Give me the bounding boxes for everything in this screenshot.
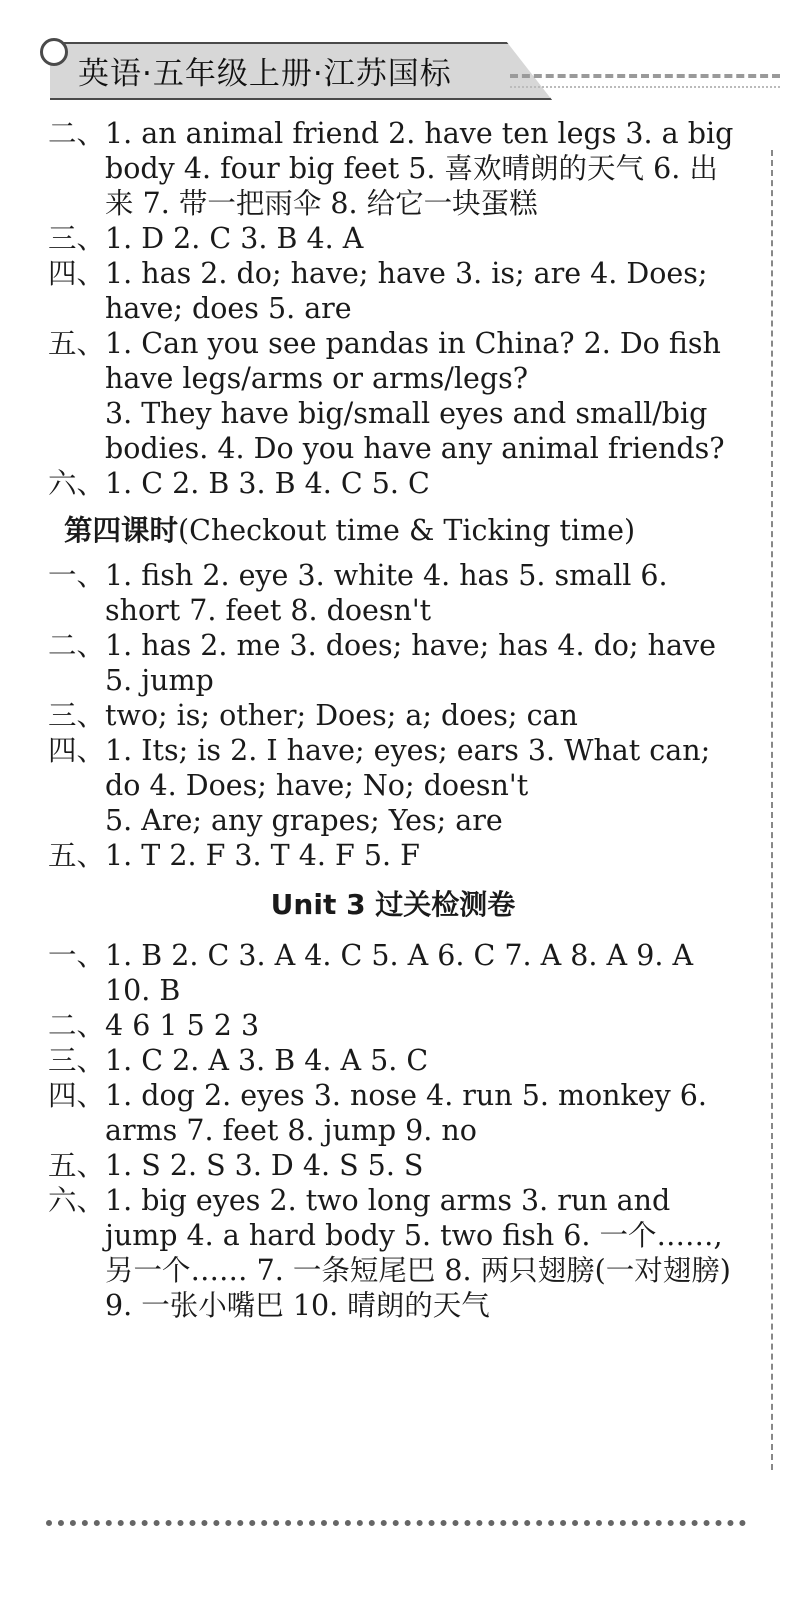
page-header <box>40 38 780 98</box>
answer-item-body <box>105 116 738 221</box>
lesson4-heading-suffix: (Checkout time & Ticking time) <box>178 514 636 547</box>
answer-item <box>48 1183 738 1323</box>
answer-item-number: 四、 <box>48 734 106 767</box>
answer-item-number: 三、 <box>48 1044 106 1077</box>
answer-section-unit3-test <box>48 938 738 1323</box>
answer-item-text: 1. B 2. C 3. A 4. C 5. A 6. C 7. A 8. A 9. A 10. B <box>105 939 694 1007</box>
answer-item-body <box>105 1183 738 1323</box>
answer-item <box>48 838 738 873</box>
lesson4-heading-prefix: 第四课时 <box>64 514 179 547</box>
margin-dashed-line <box>771 150 773 1470</box>
answer-item-number: 六、 <box>48 1184 106 1217</box>
answer-item <box>48 698 738 733</box>
answer-item-number: 五、 <box>48 839 106 872</box>
answer-item-text: 1. T 2. F 3. T 4. F 5. F <box>105 839 420 872</box>
lesson4-heading <box>64 513 738 548</box>
answer-item-body <box>105 1148 738 1183</box>
answer-section-lesson4 <box>48 558 738 873</box>
answer-item-number: 四、 <box>48 257 106 290</box>
answer-item-number: 二、 <box>48 1009 106 1042</box>
answer-item <box>48 558 738 628</box>
answer-item-body <box>105 466 738 501</box>
answer-item-text: 1. C 2. B 3. B 4. C 5. C <box>105 467 430 500</box>
answer-item <box>48 221 738 256</box>
answer-item-body <box>105 221 738 256</box>
answer-item-text: 1. has 2. do; have; have 3. is; are 4. Does; have; does 5. are <box>105 257 708 325</box>
answer-item <box>48 256 738 326</box>
answer-item-body <box>105 1078 738 1148</box>
unit3-test-title: Unit 3 过关检测卷 <box>270 888 516 921</box>
answer-item-body <box>105 838 738 873</box>
footer-dotted-rule <box>46 1520 746 1526</box>
header-dashed-rule <box>510 74 780 78</box>
answer-item-number: 六、 <box>48 467 106 500</box>
answer-item-number: 二、 <box>48 629 106 662</box>
answer-item <box>48 326 738 466</box>
answer-item-text: 1. Can you see pandas in China? 2. Do fish have legs/arms or arms/legs? <box>105 327 721 395</box>
answer-section-lesson3 <box>48 116 738 501</box>
answer-item-number: 一、 <box>48 939 106 972</box>
answer-item-text: 1. dog 2. eyes 3. nose 4. run 5. monkey 6. arms 7. feet 8. jump 9. no <box>105 1079 707 1147</box>
answer-item-body <box>105 256 738 326</box>
answer-item-number: 一、 <box>48 559 106 592</box>
answer-item <box>48 1148 738 1183</box>
header-title: 英语·五年级上册·江苏国标 <box>78 56 452 92</box>
answer-item-text: 1. D 2. C 3. B 4. A <box>105 222 364 255</box>
answer-item <box>48 466 738 501</box>
answer-item-text: 1. big eyes 2. two long arms 3. run and jump 4. a hard body 5. two fish 6. 一个……,另一个…… 7. 一条短尾巴 8. 两只翅膀(一对翅膀) 9. 一张小嘴巴 10. 晴朗的天气 <box>105 1184 731 1322</box>
answer-item <box>48 1078 738 1148</box>
answer-item <box>48 733 738 838</box>
answer-item-body <box>105 558 738 628</box>
answer-item <box>48 938 738 1008</box>
answer-item-body <box>105 938 738 1008</box>
answer-item-text: 1. Its; is 2. I have; eyes; ears 3. What can; do 4. Does; have; No; doesn't <box>105 734 711 802</box>
binder-ring-icon <box>40 38 68 66</box>
answer-item-number: 五、 <box>48 1149 106 1182</box>
answer-item <box>48 1043 738 1078</box>
answer-item-body <box>105 1043 738 1078</box>
answer-item-text: 1. S 2. S 3. D 4. S 5. S <box>105 1149 424 1182</box>
header-dotted-rule <box>510 86 780 88</box>
answer-item-text: 1. C 2. A 3. B 4. A 5. C <box>105 1044 429 1077</box>
answer-item-body <box>105 733 738 838</box>
answer-item-text: 1. fish 2. eye 3. white 4. has 5. small 6. short 7. feet 8. doesn't <box>105 559 668 627</box>
answer-item-body <box>105 1008 738 1043</box>
answer-item-body <box>105 326 738 466</box>
answer-item-body <box>105 698 738 733</box>
answer-item <box>48 1008 738 1043</box>
answer-item-text: 1. has 2. me 3. does; have; has 4. do; have 5. jump <box>105 629 716 697</box>
answer-item-text: 1. an animal friend 2. have ten legs 3. a big body 4. four big feet 5. 喜欢晴朗的天气 6. 出来 7. 带一把雨伞 8. 给它一块蛋糕 <box>105 117 734 220</box>
answer-item-text-continued: 5. Are; any grapes; Yes; are <box>105 804 503 837</box>
answer-item-text: two; is; other; Does; a; does; can <box>105 699 578 732</box>
answer-item <box>48 116 738 221</box>
answer-item-number: 四、 <box>48 1079 106 1112</box>
answer-item-text-continued: 3. They have big/small eyes and small/big bodies. 4. Do you have any animal friends? <box>105 397 725 465</box>
answer-item-number: 三、 <box>48 699 106 732</box>
answer-item-number: 二、 <box>48 117 106 150</box>
answer-content <box>48 116 738 1323</box>
answer-item-text: 4 6 1 5 2 3 <box>105 1009 260 1042</box>
answer-item <box>48 628 738 698</box>
answer-item-number: 五、 <box>48 327 106 360</box>
answer-item-number: 三、 <box>48 222 106 255</box>
answer-item-body <box>105 628 738 698</box>
